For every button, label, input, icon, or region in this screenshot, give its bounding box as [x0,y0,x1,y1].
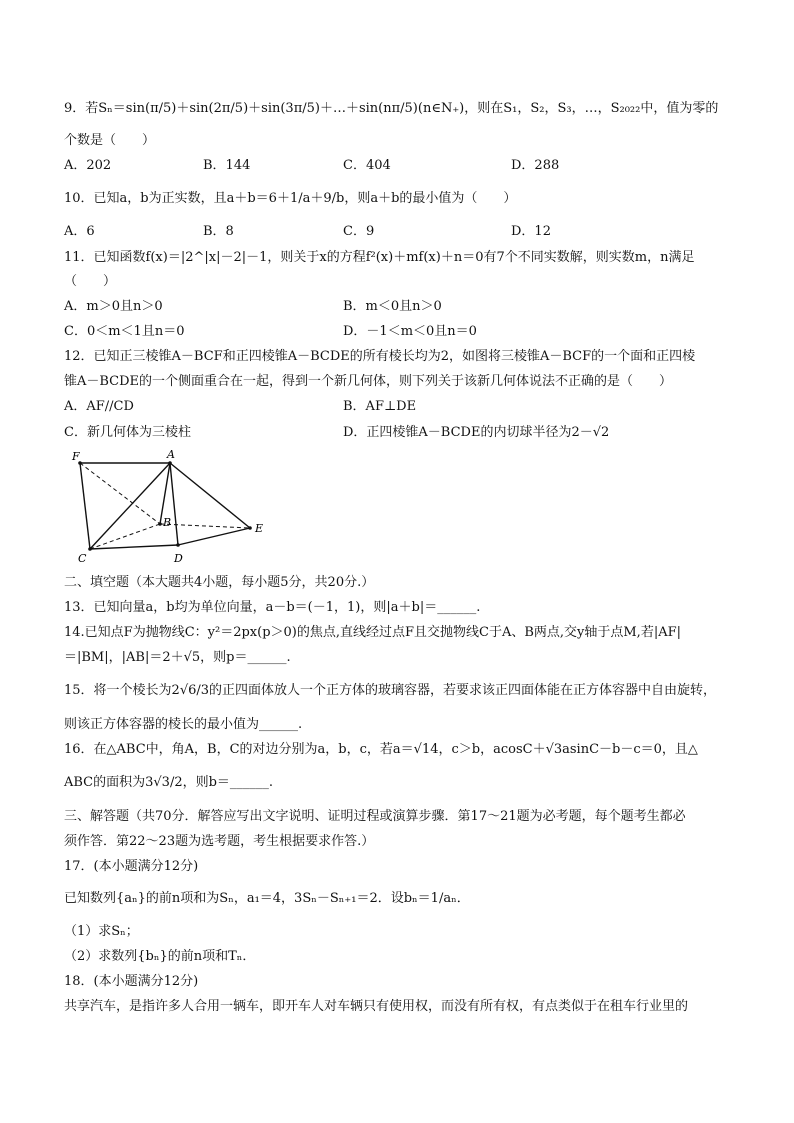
q11-option-a: A．m＞0且n＞0 [64,299,163,314]
edge-cd [90,545,178,549]
q12-stem-cont: 锥A－BCDE的一个侧面重合在一起，得到一个新几何体，则下列关于该新几何体说法不正确的是（ ） [64,374,673,389]
q14-stem-cont: ＝|BM|，|AB|＝2＋√5，则p＝______. [64,650,291,665]
q12-option-c: C．新几何体为三棱柱 [64,425,191,440]
edge-ad [170,463,178,545]
q11-option-b: B．m＜0且n＞0 [343,299,442,314]
q11-stem-cont: （ ） [64,274,117,289]
q13-stem: 13．已知向量a，b均为单位向量，a－b＝(－1，1)，则|a＋b|＝______. [64,600,481,615]
q11-option-c: C．0＜m＜1且n＝0 [64,324,185,339]
label-e: E [255,522,264,535]
label-f: F [72,450,80,463]
q16-stem: 16．在△ABC中，角A，B，C的对边分别为a，b，c，若a＝√14，c＞b，acosC＋√3asinC－b－c＝0，且△ [64,742,698,757]
q12-stem: 12．已知正三棱锥A－BCF和正四棱锥A－BCDE的所有棱长均为2，如图将三棱锥A－BCF的一个面和正四棱 [64,349,696,364]
q14-stem: 14.已知点F为抛物线C：y²＝2px(p＞0)的焦点,直线经过点F且交抛物线C于A、B两点,交y轴于点M,若|AF| [64,625,681,640]
q9-stem: 9．若Sₙ＝sin(π/5)＋sin(2π/5)＋sin(3π/5)＋…＋sin(nπ/5)(n∈N₊)，则在S₁，S₂，S₃，…，S₂₀₂₂中，值为零的 [64,101,719,116]
label-d: D [174,552,183,565]
edge-de [178,528,250,545]
q9-option-b: B．144 [203,158,251,173]
q9-option-c: C．404 [343,158,391,173]
q9-option-d: D．288 [511,158,560,173]
q9-option-a: A．202 [64,158,112,173]
q9-stem-cont: 个数是（ ） [64,133,156,148]
q17-part-2: （2）求数列{bₙ}的前n项和Tₙ． [64,949,256,964]
q10-stem: 10．已知a，b为正实数，且a＋b＝6＋1/a＋9/b，则a＋b的最小值为（ ） [64,191,517,206]
edge-be [160,524,250,528]
edge-ac [90,463,170,549]
q12-option-b: B．AF⊥DE [343,399,417,414]
q15-stem: 15．将一个棱长为2√6/3的正四面体放人一个正方体的玻璃容器，若要求该正四面体能在正方体容器中自由旋转， [64,683,717,698]
q10-option-a: A．6 [64,224,95,239]
q17-part-1: （1）求Sₙ； [64,924,139,939]
q12-option-d: D．正四棱锥A－BCDE的内切球半径为2－√2 [343,425,610,440]
q12-option-a: A．AF//CD [64,399,134,414]
geometry-figure [66,446,276,574]
label-b: B [163,516,172,529]
q10-option-d: D．12 [511,224,551,239]
section-2-heading: 二、填空题（本大题共4小题，每小题5分，共20分.） [64,575,375,590]
section-3-heading: 三、解答题（共70分．解答应写出文字说明、证明过程或演算步骤．第17～21题为必考题，每个题考生都必 [64,809,686,824]
q11-option-d: D．－1＜m＜0且n＝0 [343,324,477,339]
q15-stem-cont: 则该正方体容器的棱长的最小值为______. [64,717,303,732]
label-a: A [167,448,175,461]
q10-option-b: B．8 [203,224,234,239]
q17-title: 17．(本小题满分12分) [64,859,199,874]
edge-fb [80,463,160,524]
section-3-heading-cont: 须作答．第22～23题为选考题，考生根据要求作答.） [64,834,375,849]
edge-fc [80,463,90,549]
q17-stem: 已知数列{aₙ}的前n项和为Sₙ，a₁＝4，3Sₙ－Sₙ₊₁＝2．设bₙ＝1/aₙ． [64,891,470,906]
edge-ae [170,463,250,528]
q18-title: 18．(本小题满分12分) [64,974,199,989]
q18-stem: 共享汽车，是指许多人合用一辆车，即开车人对车辆只有使用权，而没有所有权，有点类似于在租车行业里的 [64,999,689,1014]
label-c: C [78,552,87,565]
q16-stem-cont: ABC的面积为3√3/2，则b＝______. [64,775,274,790]
q11-stem: 11．已知函数f(x)＝|2^|x|－2|－1，则关于x的方程f²(x)＋mf(x)＋n＝0有7个不同实数解，则实数m，n满足 [64,250,695,265]
solid-diagram [66,446,276,570]
edge-cb [90,524,160,549]
q10-option-c: C．9 [343,224,375,239]
